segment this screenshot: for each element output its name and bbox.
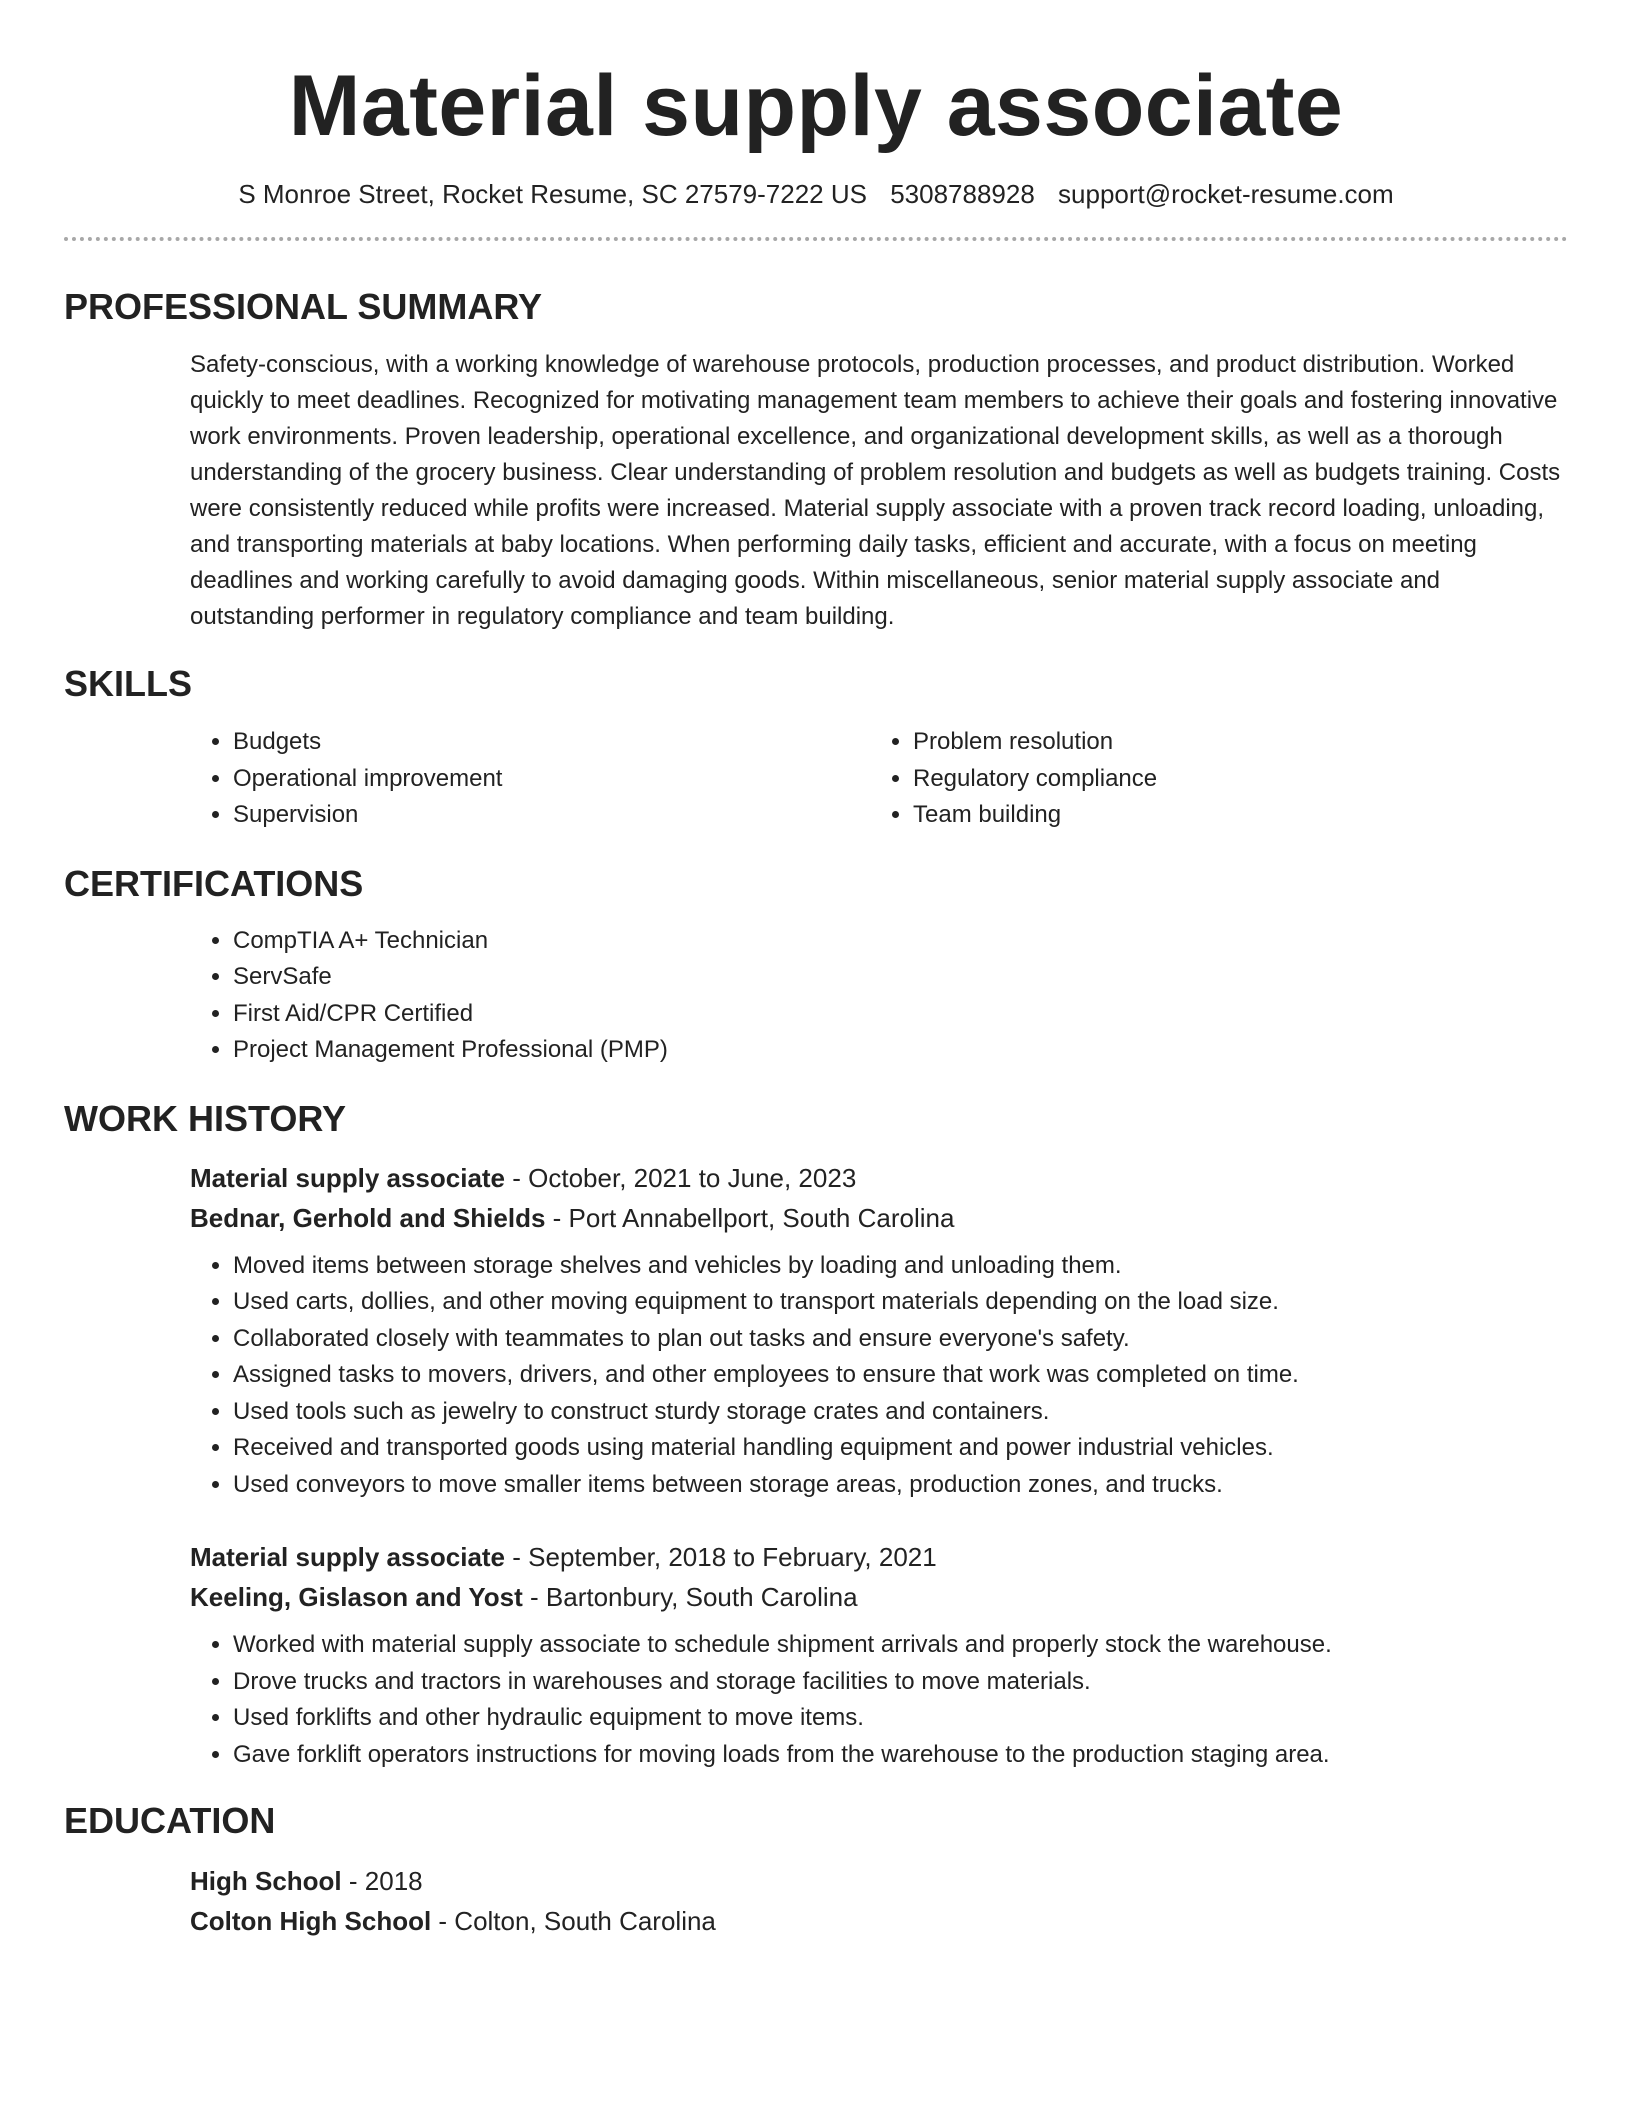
education-year: - 2018 (341, 1866, 423, 1896)
job-duties (190, 1248, 1568, 1504)
certification-item: • Project Management Professional (PMP) (233, 1032, 1568, 1069)
job-company: Keeling, Gislason and Yost (190, 1582, 523, 1612)
education-school: Colton High School (190, 1906, 432, 1936)
job-duty: • Assigned tasks to movers, drivers, and other employees to ensure that work was completed on time. (233, 1357, 1568, 1394)
education-degree-line (190, 1861, 1568, 1901)
job-duty: • Drove trucks and tractors in warehouses and storage facilities to move materials. (233, 1664, 1568, 1701)
job-role: Material supply associate (190, 1162, 506, 1193)
certifications-list (190, 923, 1568, 1069)
work-history-heading: WORK HISTORY (64, 1097, 347, 1139)
job-location: - Port Annabellport, South Carolina (545, 1202, 955, 1233)
job-duty: • Worked with material supply associate to schedule shipment arrivals and properly stock the warehouse. (233, 1627, 1568, 1664)
certification-item: • CompTIA A+ Technician (233, 923, 1568, 960)
education-degree: High School (190, 1866, 342, 1896)
skill-item: • Regulatory compliance (913, 761, 1550, 798)
job-company: Bednar, Gerhold and Shields (190, 1202, 546, 1233)
job-location: - Bartonbury, South Carolina (522, 1582, 858, 1612)
education-school-line (190, 1901, 1568, 1941)
education-heading: EDUCATION (64, 1800, 276, 1841)
resume-name: Material supply associate (288, 58, 1344, 154)
job-duty: • Collaborated closely with teammates to plan out tasks and ensure everyone's safety. (233, 1321, 1568, 1358)
skill-item: • Operational improvement (233, 761, 870, 798)
certifications-heading: CERTIFICATIONS (64, 862, 364, 904)
skills-column-left (190, 724, 870, 834)
job-duty: • Used conveyors to move smaller items between storage areas, production zones, and trucks. (233, 1467, 1568, 1504)
skill-item: • Budgets (233, 724, 870, 761)
contact-phone: 5308788928 (890, 179, 1035, 209)
job-dates: - October, 2021 to June, 2023 (505, 1162, 857, 1193)
job-company-line (190, 1577, 1568, 1617)
job-duty: • Used forklifts and other hydraulic equipment to move items. (233, 1700, 1568, 1737)
job-duty: • Used carts, dollies, and other moving equipment to transport materials depending on the load size. (233, 1284, 1568, 1321)
job-duties (190, 1627, 1568, 1773)
header-divider (64, 237, 1568, 241)
job-dates: - September, 2018 to February, 2021 (505, 1542, 937, 1572)
job-role: Material supply associate (190, 1542, 506, 1572)
job-duty: • Received and transported goods using material handling equipment and power industrial vehicles. (233, 1430, 1568, 1467)
certification-item: • First Aid/CPR Certified (233, 996, 1568, 1033)
skills-heading: SKILLS (64, 663, 193, 704)
job-company-line (190, 1198, 1568, 1238)
job-entry (190, 1537, 1568, 1773)
certifications-bullets (190, 923, 1568, 1069)
summary-text: Safety-conscious, with a working knowledge of warehouse protocols, production processes, and product distribution. Worked quickly to meet deadlines. Recognized for motivating management team members to achieve their goals and fostering innovative work environments. Proven leadership, operational excellence, and organizational development skills, as well as a thorough understanding of the grocery business. Clear understanding of problem resolution and budgets as well as budgets training. Costs were consistently reduced while profits were increased. Material supply associate with a proven track record loading, unloading, and transporting materials at baby locations. When performing daily tasks, efficient and accurate, with a focus on meeting deadlines and working carefully to avoid damaging goods. Within miscellaneous, senior material supply associate and outstanding performer in regulatory compliance and team building. (190, 351, 1561, 630)
skill-item: • Team building (913, 797, 1550, 834)
job-title-line (190, 1158, 1568, 1198)
contact-line (64, 176, 1568, 212)
skill-item: • Supervision (233, 797, 870, 834)
job-title-line (190, 1537, 1568, 1577)
certification-item: • ServSafe (233, 959, 1568, 996)
job-duty: • Used tools such as jewelry to construct sturdy storage crates and containers. (233, 1394, 1568, 1431)
skills-column-right (870, 724, 1550, 834)
job-duty: • Gave forklift operators instructions for moving loads from the warehouse to the production staging area. (233, 1737, 1568, 1774)
summary-heading: PROFESSIONAL SUMMARY (64, 286, 543, 327)
contact-address: S Monroe Street, Rocket Resume, SC 27579-7222 US (238, 179, 867, 209)
education-location: - Colton, South Carolina (431, 1906, 716, 1936)
skills-list (190, 724, 1568, 834)
skill-item: • Problem resolution (913, 724, 1550, 761)
education-entry (190, 1861, 1568, 1941)
contact-email: support@rocket-resume.com (1058, 179, 1394, 209)
job-entry (190, 1158, 1568, 1504)
job-duty: • Moved items between storage shelves and vehicles by loading and unloading them. (233, 1248, 1568, 1285)
